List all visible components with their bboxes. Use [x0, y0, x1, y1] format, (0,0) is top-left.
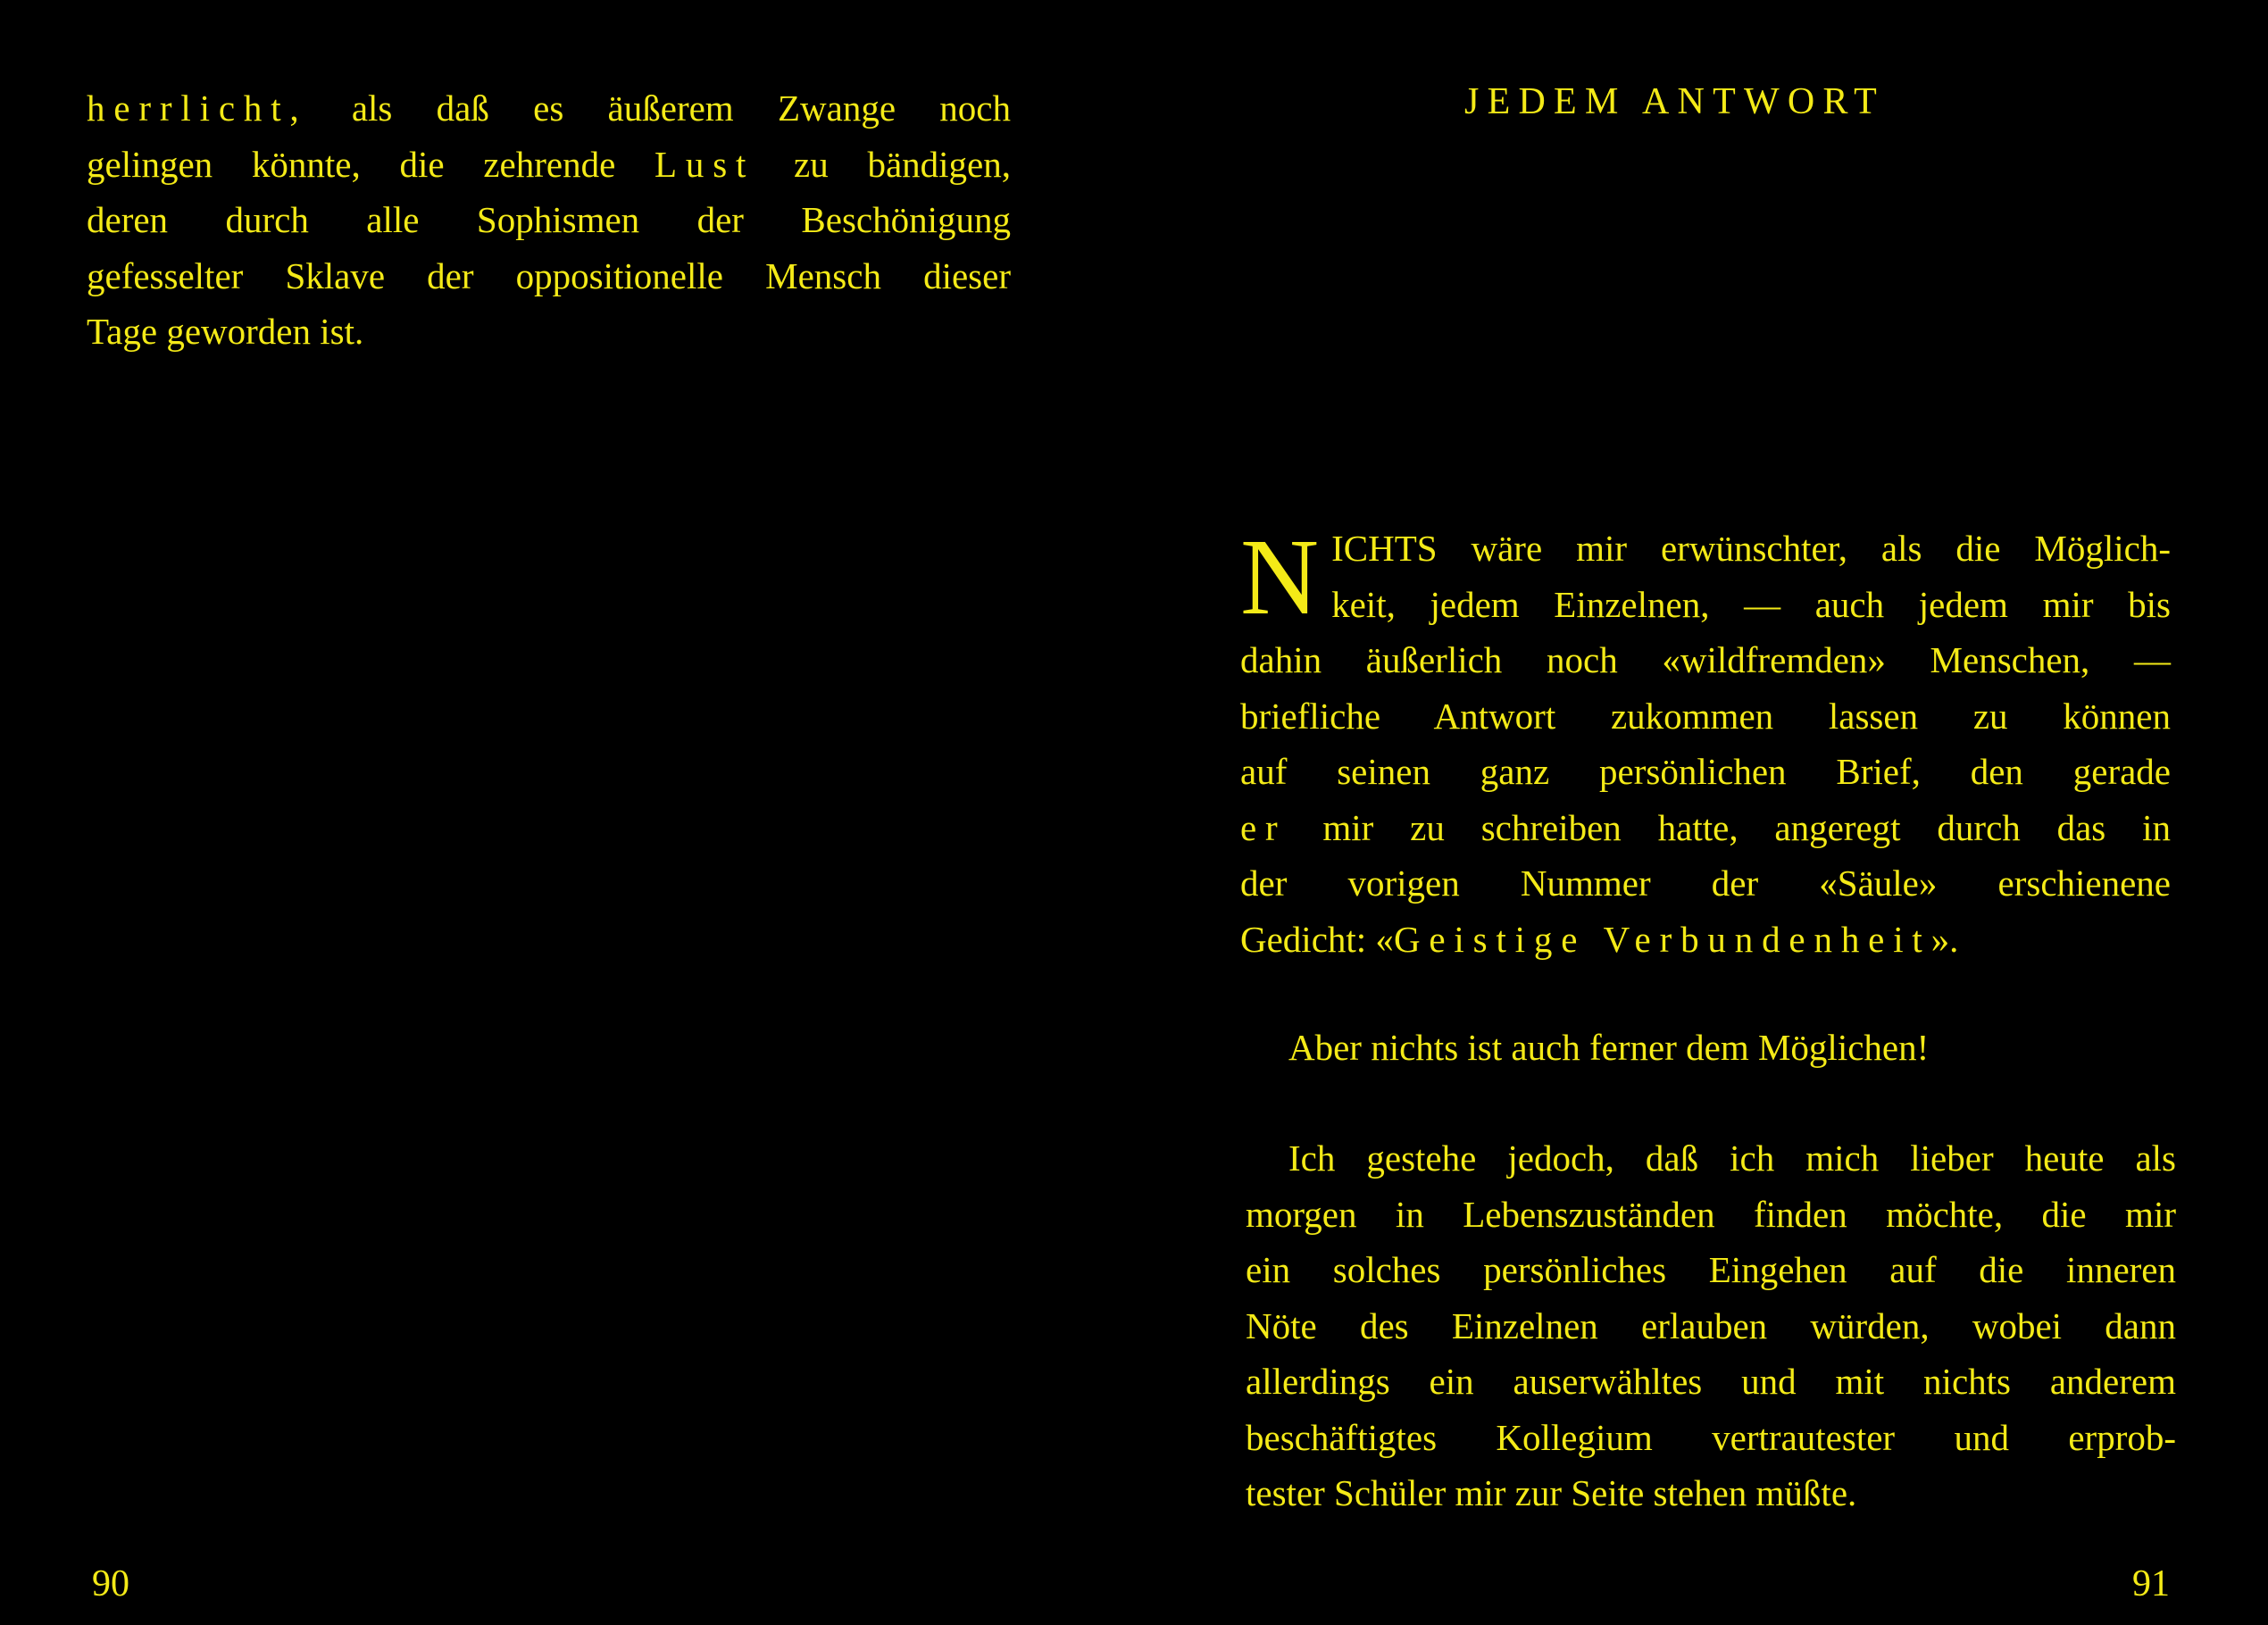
left-line-1: herrlicht, als daß es äußerem Zwange noch — [87, 88, 1011, 129]
running-head: JEDEM ANTWORT — [1464, 81, 1886, 122]
para1-line-4: briefliche Antwort zukommen lassen zu können — [1240, 695, 2171, 737]
left-line-5: Tage geworden ist. — [87, 311, 364, 352]
para3-line-2: morgen in Lebenszuständen finden möchte, die mir — [1246, 1193, 2176, 1235]
para3-line-7: tester Schüler mir zur Seite stehen müßte. — [1246, 1472, 1857, 1513]
para1-line-1: ICHTS wäre mir erwünschter, als die Möglich- — [1331, 528, 2171, 569]
page-number-left: 90 — [92, 1563, 129, 1604]
para1-line-2: keit, jedem Einzelnen, — auch jedem mir bis — [1331, 583, 2171, 625]
para3-line-3: ein solches persönliches Eingehen auf die inneren — [1246, 1249, 2176, 1290]
para1-line-6: er mir zu schreiben hatte, angeregt durch das in — [1240, 806, 2171, 848]
para3-line-1: Ich gestehe jedoch, daß ich mich lieber heute als — [1288, 1138, 2176, 1179]
para1-line-5: auf seinen ganz persönlichen Brief, den gerade — [1240, 751, 2171, 792]
para1-line-7: der vorigen Nummer der «Säule» erschienene — [1240, 862, 2171, 904]
paragraph-1 — [1240, 517, 2171, 967]
left-line-2: gelingen könnte, die zehrende Lust zu bändigen, — [87, 143, 1011, 185]
para3-line-4: Nöte des Einzelnen erlauben würden, wobei dann — [1246, 1304, 2176, 1346]
page-number-right: 91 — [2132, 1563, 2170, 1604]
left-page — [0, 0, 1107, 1625]
left-line-4: gefesselter Sklave der oppositionelle Mensch dieser — [87, 254, 1011, 296]
left-paragraph — [87, 80, 1011, 360]
paragraph-2: Aber nichts ist auch ferner dem Möglichen! — [1288, 1027, 1930, 1068]
left-line-3: deren durch alle Sophismen der Beschönigung — [87, 199, 1011, 240]
para3-line-5: allerdings ein auserwähltes und mit nichts anderem — [1246, 1361, 2176, 1402]
paragraph-3 — [1246, 1130, 2176, 1521]
para3-line-6: beschäftigtes Kollegium vertrautester und erprob- — [1246, 1416, 2176, 1458]
spaced-word-herrlicht: herrlicht, — [87, 88, 308, 129]
para1-line-8: Gedicht: «Geistige Verbundenheit». — [1240, 918, 1959, 960]
spaced-title-geistige-verbundenheit: Geistige Verbundenheit — [1393, 918, 1931, 960]
para1-line-3: dahin äußerlich noch «wildfremden» Menschen, — — [1240, 639, 2171, 680]
drop-cap: N — [1240, 517, 1320, 638]
spaced-word-er: er — [1240, 806, 1287, 848]
spaced-word-lust: Lust — [655, 143, 755, 185]
